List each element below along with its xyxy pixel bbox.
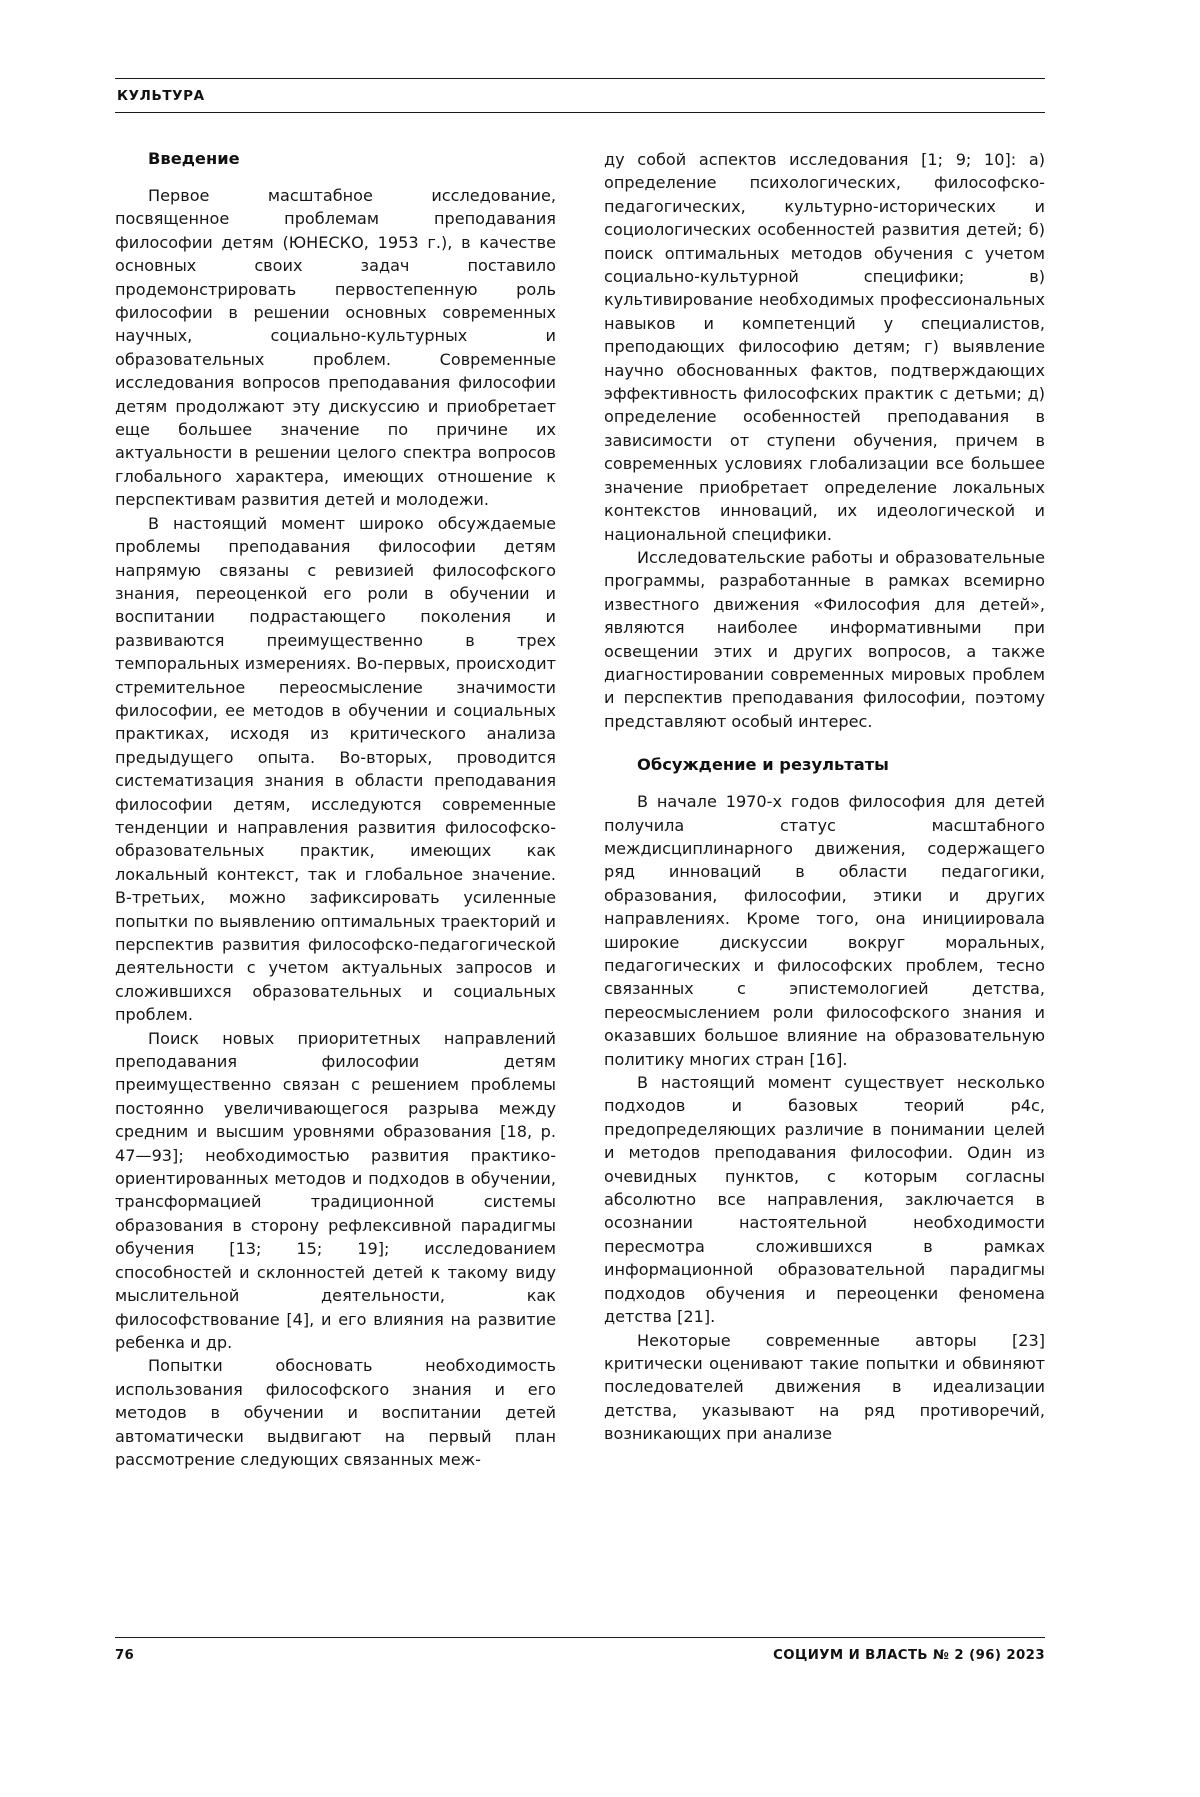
paragraph: В настоящий момент существует несколько подходов и базовых теорий p4c, предопределяющих различие в понимании целей и методов преподавания философии. Один из очевидных пунктов, с которым согласны абсолютно все направления, заключается в осознании настоятельной необходимости пересмотра сложившихся в рамках информационной образовательной парадигмы подходов обучения и переоценки феномена детства [21]. bbox=[604, 1073, 1045, 1327]
article-body bbox=[115, 148, 1045, 1471]
header-bottom-rule bbox=[115, 112, 1045, 113]
paragraph: Попытки обосновать необходимость использования философского знания и его методов в обучении и воспитании детей автоматически выдвигают на первый план рассмотрение следующих связанных меж- bbox=[115, 1356, 556, 1469]
section-heading-discussion: Обсуждение и результаты bbox=[637, 755, 889, 775]
page-header bbox=[115, 78, 1045, 113]
heading-spacer bbox=[604, 733, 1045, 754]
page-footer bbox=[115, 1637, 1045, 1663]
footer-row bbox=[115, 1638, 1045, 1663]
paragraph: В начале 1970-х годов философия для детей получила статус масштабного междисциплинарного движения, содержащего ряд инноваций в области педагогики, образования, философии, этики и других направлениях. Кроме того, она инициировала широкие дискуссии вокруг моральных, педагогических и философских проблем, тесно связанных с эпистемологией детства, переосмыслением роли философского знания и оказавших большое влияние на образовательную политику многих стран [16]. bbox=[604, 792, 1045, 1069]
paragraph: Первое масштабное исследование, посвященное проблемам преподавания философии детям (ЮНЕСКО, 1953 г.), в качестве основных своих задач поставило продемонстрировать первостепенную роль философии в решении основных современных научных, социально-культурных и образовательных проблем. Современные исследования вопросов преподавания философии детям продолжают эту дискуссию и приобретает еще большее значение по причине их актуальности в решении целого спектра вопросов глобального характера, имеющих отношение к перспективам развития детей и молодежи. bbox=[115, 186, 556, 510]
paragraph: Поиск новых приоритетных направлений преподавания философии детям преимущественно связан с решением проблемы постоянно увеличивающегося разрыва между средним и высшим уровнями образования [18, p. 47—93]; необходимостью развития практико-ориентированных методов и подходов в обучении, трансформацией традиционной системы образования в сторону рефлексивной парадигмы обучения [13; 15; 19]; исследованием способностей и склонностей детей к такому виду мыслительной деятельности, как философствование [4], и его влияния на развитие ребенка и др. bbox=[115, 1028, 556, 1352]
right-column bbox=[604, 148, 1045, 1471]
paragraph: Исследовательские работы и образовательные программы, разработанные в рамках всемирно известного движения «Философия для детей», являются наиболее информативными при освещении этих и других вопросов, а также диагностировании современных мировых проблем и перспектив преподавания философии, поэтому представляют особый интерес. bbox=[604, 547, 1045, 731]
paragraph: Некоторые современные авторы [23] критически оценивают такие попытки и обвиняют последователей движения в идеализации детства, указывают на ряд противоречий, возникающих при анализе bbox=[604, 1330, 1045, 1444]
section-label: КУЛЬТУРА bbox=[117, 88, 205, 104]
paragraph: В настоящий момент широко обсуждаемые проблемы преподавания философии детям напрямую связаны с ревизией философского знания, переоценкой его роли в обучении и воспитании подрастающего поколения и развиваются преимущественно в трех темпоральных измерениях. Во-первых, происходит стремительное переосмысление значимости философии, ее методов в обучении и социальных практиках, исходя из критического анализа предыдущего опыта. Во-вторых, проводится систематизация знания в области преподавания философии детям, исследуются современные тенденции и направления развития философско-образовательных практик, имеющих как локальный контекст, так и глобальное значение. В-третьих, можно зафиксировать усиленные попытки по выявлению оптимальных траекторий и перспектив развития философско-педагогической деятельности с учетом актуальных запросов и сложившихся образовательных и социальных проблем. bbox=[115, 513, 556, 1025]
section-heading-introduction: Введение bbox=[148, 149, 240, 168]
left-column bbox=[115, 148, 556, 1471]
journal-issue-line: СОЦИУМ И ВЛАСТЬ № 2 (96) 2023 bbox=[773, 1648, 1045, 1663]
paragraph: ду собой аспектов исследования [1; 9; 10]: а) определение психологических, философско-педагогических, культурно-исторических и социологических особенностей развития детей; б) поиск оптимальных методов обучения с учетом социально-культурной специфики; в) культивирование необходимых профессиональных навыков и компетенций у специалистов, преподающих философию детям; г) выявление научно обоснованных фактов, подтверждающих эффективность философских практик с детьми; д) определение особенностей преподавания в зависимости от ступени обучения, причем в современных условиях глобализации все большее значение приобретает определение локальных контекстов инноваций, их идеологической и национальной специфики. bbox=[604, 150, 1045, 544]
page-number: 76 bbox=[115, 1648, 135, 1663]
